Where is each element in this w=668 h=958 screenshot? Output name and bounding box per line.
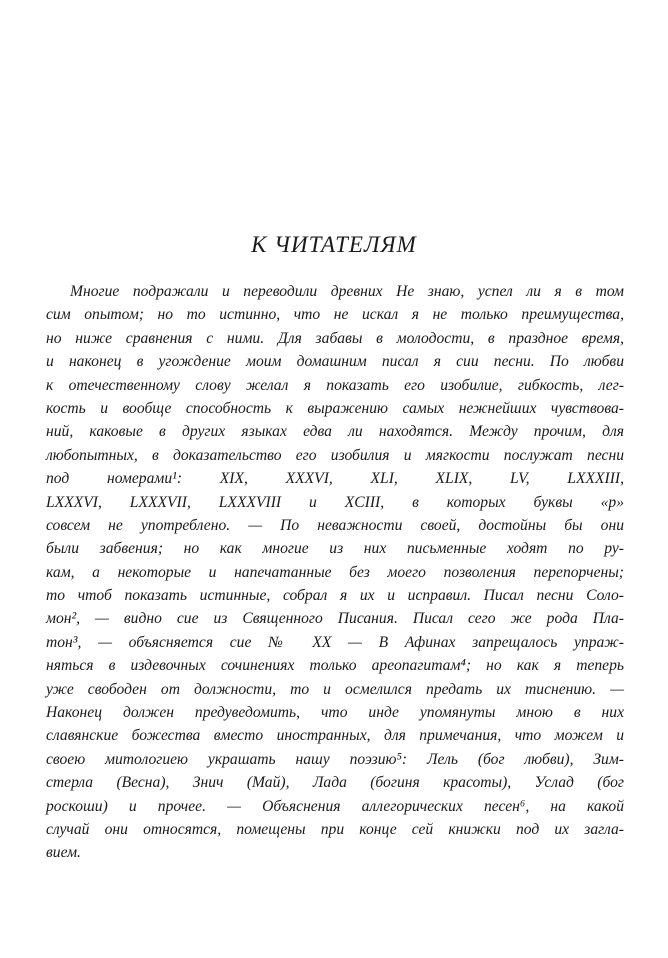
text-line: были забвения; но как многие из них письменные ходят по ру- (46, 540, 624, 558)
preface-text (46, 280, 624, 865)
text-line: няться в издевочных сочинениях только ареопагитам⁴; но как я теперь (46, 657, 624, 675)
text-line: своею митологиею украшать нашу поэзию⁵: Лель (бог любви), Зим- (46, 750, 624, 768)
text-line: мон², — видно сие из Священного Писания. Писал сего же рода Пла- (46, 610, 624, 628)
text-line: совсем не употреблено. — По неважности своей, достойны бы они (46, 516, 624, 534)
text-line: уже свободен от должности, то и осмелился предать их тиснению. — (46, 680, 624, 698)
text-line: Многие подражали и переводили древних Не знаю, успел ли я в том (70, 283, 624, 300)
text-line: стерла (Весна), Знич (Май), Лада (богиня красоты), Услад (бог (46, 774, 624, 792)
text-line: ний, каковые в других языках едва ли находятся. Между прочим, для (46, 423, 624, 441)
text-line: LXXXVI, LXXXVII, LXXXVIII и XCIII, в которых буквы «р» (46, 493, 624, 511)
text-line: сим опытом; но то истинно, что не искал я не только преимущества, (46, 306, 624, 324)
text-line: кам, а некоторые и напечатанные без моего позволения перепорчены; (46, 563, 624, 581)
text-line: под номерами¹: XIX, XXXVI, XLI, XLIX, LV, LXXXIII, (46, 470, 624, 488)
text-line: роскоши) и прочее. — Объяснения аллегорических песен⁶, на какой (46, 797, 624, 815)
page-title: К ЧИТАТЕЛЯМ (251, 232, 417, 257)
text-line: любопытных, в доказательство его изобилия и мягкости послужат песни (46, 446, 624, 464)
text-line: Наконец должен предуведомить, что инде упомянуты мною в них (46, 704, 624, 722)
text-line: и наконец в угождение моим домашним писал я сии песни. По любви (46, 353, 624, 371)
text-line: славянские божества вместо иностранных, для примечания, что можем и (46, 727, 624, 745)
text-line: но ниже сравнения с ними. Для забавы в молодости, в праздное время, (46, 329, 624, 347)
text-line: вием. (46, 844, 81, 862)
text-line: тон³, — объясняется сие № XX — В Афинах запрещалось упраж- (46, 633, 624, 651)
text-line: к отечественному слову желал я показать его изобилие, гибкость, лег- (46, 376, 624, 394)
text-line: случай они относятся, помещены при конце сей книжки под их загла- (46, 820, 624, 838)
text-line: кость и вообще способность к выражению самых нежнейших чувствова- (46, 399, 624, 417)
text-line: то чтоб показать истинные, собрал я их и исправил. Писал песни Соло- (46, 587, 624, 605)
